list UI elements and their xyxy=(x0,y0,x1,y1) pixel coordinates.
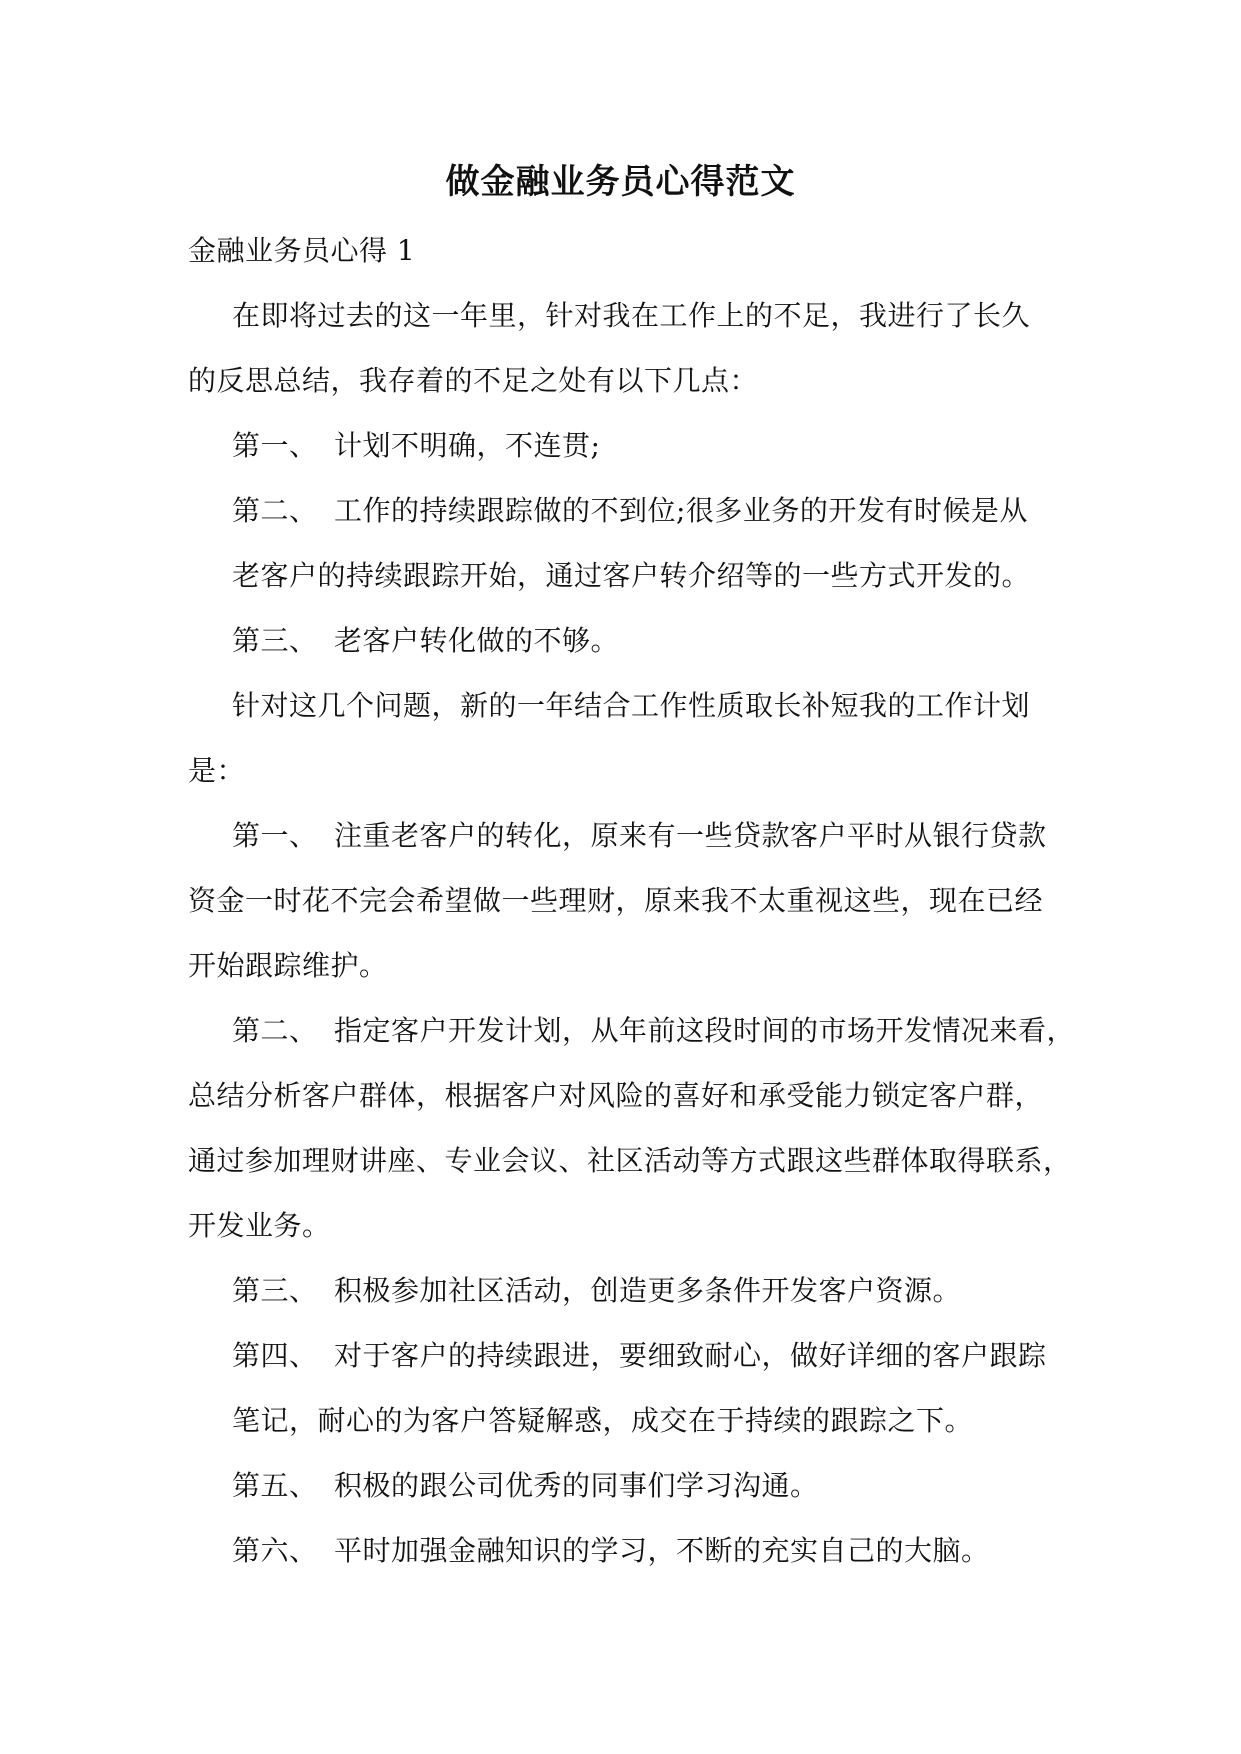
document-title: 做金融业务员心得范文 xyxy=(445,162,796,202)
document-body xyxy=(188,228,1088,1593)
line-text: 积极参加社区活动，创造更多条件开发客户资源。 xyxy=(334,1274,962,1307)
text-line xyxy=(188,618,1088,683)
line-text: 的反思总结，我存着的不足之处有以下几点： xyxy=(188,364,759,397)
line-text: 资金一时花不完会希望做一些理财，原来我不太重视这些，现在已经 xyxy=(188,884,1044,917)
text-line xyxy=(188,1528,1088,1593)
line-text: 指定客户开发计划，从年前这段时间的市场开发情况来看， xyxy=(334,1014,1076,1047)
text-line xyxy=(188,1398,1088,1463)
text-line xyxy=(188,1268,1088,1333)
text-line xyxy=(188,813,1088,878)
list-number: 第三、 xyxy=(232,1274,318,1307)
list-number: 第一、 xyxy=(232,819,318,852)
line-text: 积极的跟公司优秀的同事们学习沟通。 xyxy=(334,1469,819,1502)
text-line xyxy=(188,423,1088,488)
list-number: 第五、 xyxy=(232,1469,318,1502)
text-line xyxy=(188,748,1088,813)
text-line xyxy=(188,1333,1088,1398)
list-number: 第二、 xyxy=(232,1014,318,1047)
list-number: 第一、 xyxy=(232,429,318,462)
line-text: 是： xyxy=(188,754,246,787)
list-number: 第六、 xyxy=(232,1534,318,1567)
text-line xyxy=(188,683,1088,748)
line-text: 对于客户的持续跟进，要细致耐心，做好详细的客户跟踪 xyxy=(334,1339,1047,1372)
text-line xyxy=(188,1463,1088,1528)
line-text: 老客户转化做的不够。 xyxy=(334,624,620,657)
list-number: 第二、 xyxy=(232,494,318,527)
line-text: 开始跟踪维护。 xyxy=(188,949,388,982)
line-text: 工作的持续跟踪做的不到位;很多业务的开发有时候是从 xyxy=(334,494,1028,527)
line-text: 平时加强金融知识的学习，不断的充实自己的大脑。 xyxy=(334,1534,990,1567)
text-line xyxy=(188,1203,1088,1268)
text-line xyxy=(188,1138,1088,1203)
paragraph-lines xyxy=(188,293,1088,1593)
line-text: 总结分析客户群体，根据客户对风险的喜好和承受能力锁定客户群， xyxy=(188,1079,1044,1112)
line-text: 计划不明确，不连贯; xyxy=(334,429,601,462)
text-line xyxy=(188,488,1088,553)
line-text: 笔记，耐心的为客户答疑解惑，成交在于持续的跟踪之下。 xyxy=(232,1404,974,1437)
line-text: 老客户的持续跟踪开始，通过客户转介绍等的一些方式开发的。 xyxy=(232,559,1031,592)
line-text: 针对这几个问题，新的一年结合工作性质取长补短我的工作计划 xyxy=(232,689,1031,722)
text-line xyxy=(188,943,1088,1008)
section-heading: 金融业务员心得 1 xyxy=(188,234,416,267)
text-line xyxy=(188,358,1088,423)
text-line xyxy=(188,293,1088,358)
line-text: 开发业务。 xyxy=(188,1209,331,1242)
line-text: 在即将过去的这一年里，针对我在工作上的不足，我进行了长久 xyxy=(232,299,1031,332)
list-number: 第四、 xyxy=(232,1339,318,1372)
text-line xyxy=(188,553,1088,618)
list-number: 第三、 xyxy=(232,624,318,657)
text-line xyxy=(188,1073,1088,1138)
line-text: 通过参加理财讲座、专业会议、社区活动等方式跟这些群体取得联系， xyxy=(188,1144,1072,1177)
text-line xyxy=(188,1008,1088,1073)
text-line xyxy=(188,878,1088,943)
line-text: 注重老客户的转化，原来有一些贷款客户平时从银行贷款 xyxy=(334,819,1047,852)
